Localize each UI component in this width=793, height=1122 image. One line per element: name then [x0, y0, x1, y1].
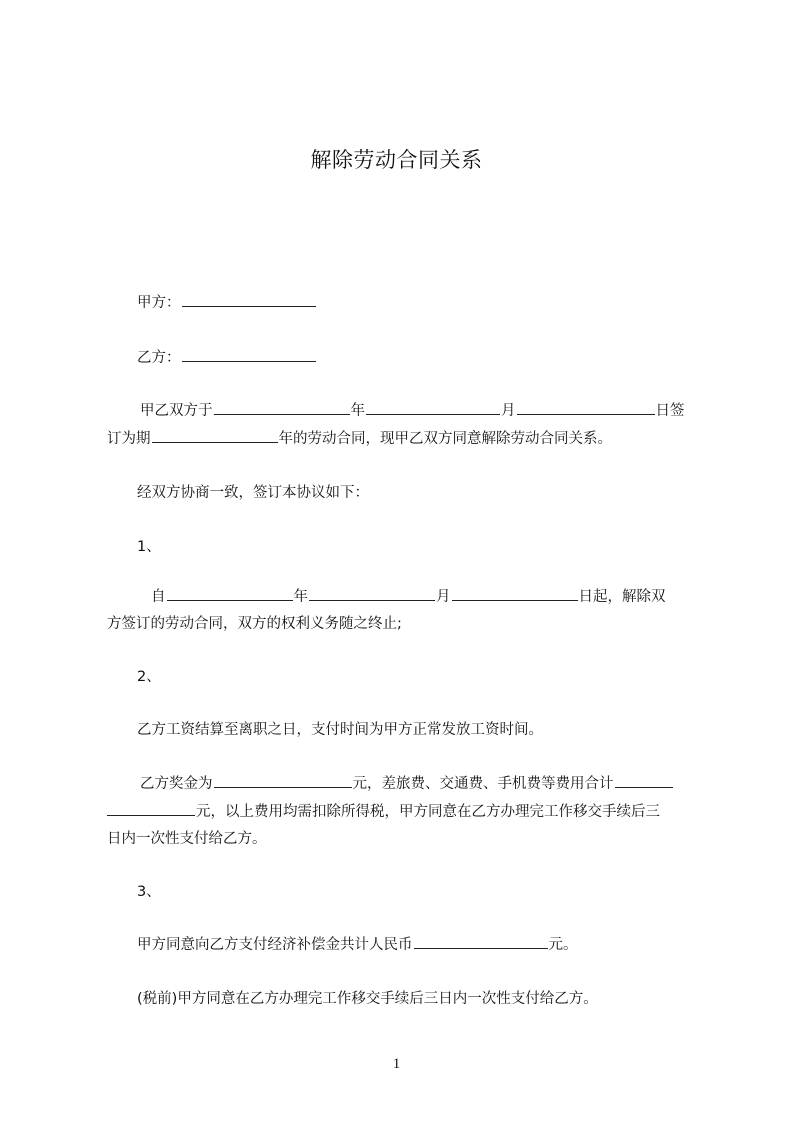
party-a-line — [137, 291, 737, 312]
bonus-amount-blank[interactable] — [214, 773, 352, 788]
intro-day-label: 日签 — [655, 403, 685, 419]
clause-3-pretax: (税前)甲方同意在乙方办理完工作移交手续后三日内一次性支付给乙方。 — [137, 991, 598, 1007]
party-b-line — [137, 346, 737, 367]
termination-year-blank[interactable] — [167, 586, 293, 601]
termination-month-blank[interactable] — [309, 586, 435, 601]
intro-text-3: 年的劳动合同，现甲乙双方同意解除劳动合同关系。 — [278, 431, 612, 447]
termination-day-blank[interactable] — [452, 586, 578, 601]
clause-2-number: 2、 — [137, 669, 161, 685]
clause-2-bonus-line-1 — [140, 772, 740, 793]
expenses-total-blank-end[interactable] — [107, 801, 195, 816]
contract-month-blank[interactable] — [366, 400, 500, 415]
clause-2-bonus-line-3: 日内一次性支付给乙方。 — [107, 831, 267, 847]
clause-3-compensation — [137, 933, 737, 954]
document-title: 解除劳动合同关系 — [310, 148, 483, 172]
intro-text-2: 订为期 — [107, 431, 151, 447]
clause-2-salary: 乙方工资结算至离职之日，支付时间为甲方正常发放工资时间。 — [137, 722, 543, 738]
intro-text-1: 甲乙双方于 — [140, 403, 213, 419]
intro-year-label: 年 — [350, 403, 365, 419]
party-a-label: 甲方： — [137, 295, 181, 311]
intro-month-label: 月 — [501, 403, 516, 419]
compensation-amount-blank[interactable] — [414, 934, 548, 949]
clause-1-month-label: 月 — [436, 589, 451, 605]
intro-line-1 — [140, 399, 740, 420]
contract-year-blank[interactable] — [214, 400, 350, 415]
page-number: 1 — [392, 1056, 401, 1072]
party-b-label: 乙方： — [137, 350, 181, 366]
intro-line-2 — [107, 427, 707, 448]
clause-2-bonus-line-2 — [107, 800, 707, 821]
compensation-end: 元。 — [548, 937, 578, 953]
clause-1-start: 自 — [151, 589, 166, 605]
expenses-total-blank-start[interactable] — [615, 773, 673, 788]
party-a-blank[interactable] — [182, 292, 316, 307]
clause-1-rest: 日起，解除双 — [578, 589, 666, 605]
clause-1-line-2: 方签订的劳动合同，双方的权利义务随之终止; — [107, 616, 402, 632]
clause-1-number: 1、 — [137, 539, 161, 555]
compensation-start: 甲方同意向乙方支付经济补偿金共计人民币 — [137, 937, 413, 953]
clause-1-line-1 — [151, 585, 751, 606]
negotiation-text: 经双方协商一致，签订本协议如下： — [137, 485, 369, 501]
clause-3-number: 3、 — [137, 884, 161, 900]
contract-term-blank[interactable] — [152, 428, 278, 443]
bonus-line-2-text: 元，以上费用均需扣除所得税，甲方同意在乙方办理完工作移交手续后三 — [196, 804, 660, 820]
party-b-blank[interactable] — [182, 347, 316, 362]
clause-1-year-label: 年 — [293, 589, 308, 605]
bonus-start: 乙方奖金为 — [140, 776, 213, 792]
contract-day-blank[interactable] — [517, 400, 655, 415]
bonus-mid: 元，差旅费、交通费、手机费等费用合计 — [352, 776, 614, 792]
